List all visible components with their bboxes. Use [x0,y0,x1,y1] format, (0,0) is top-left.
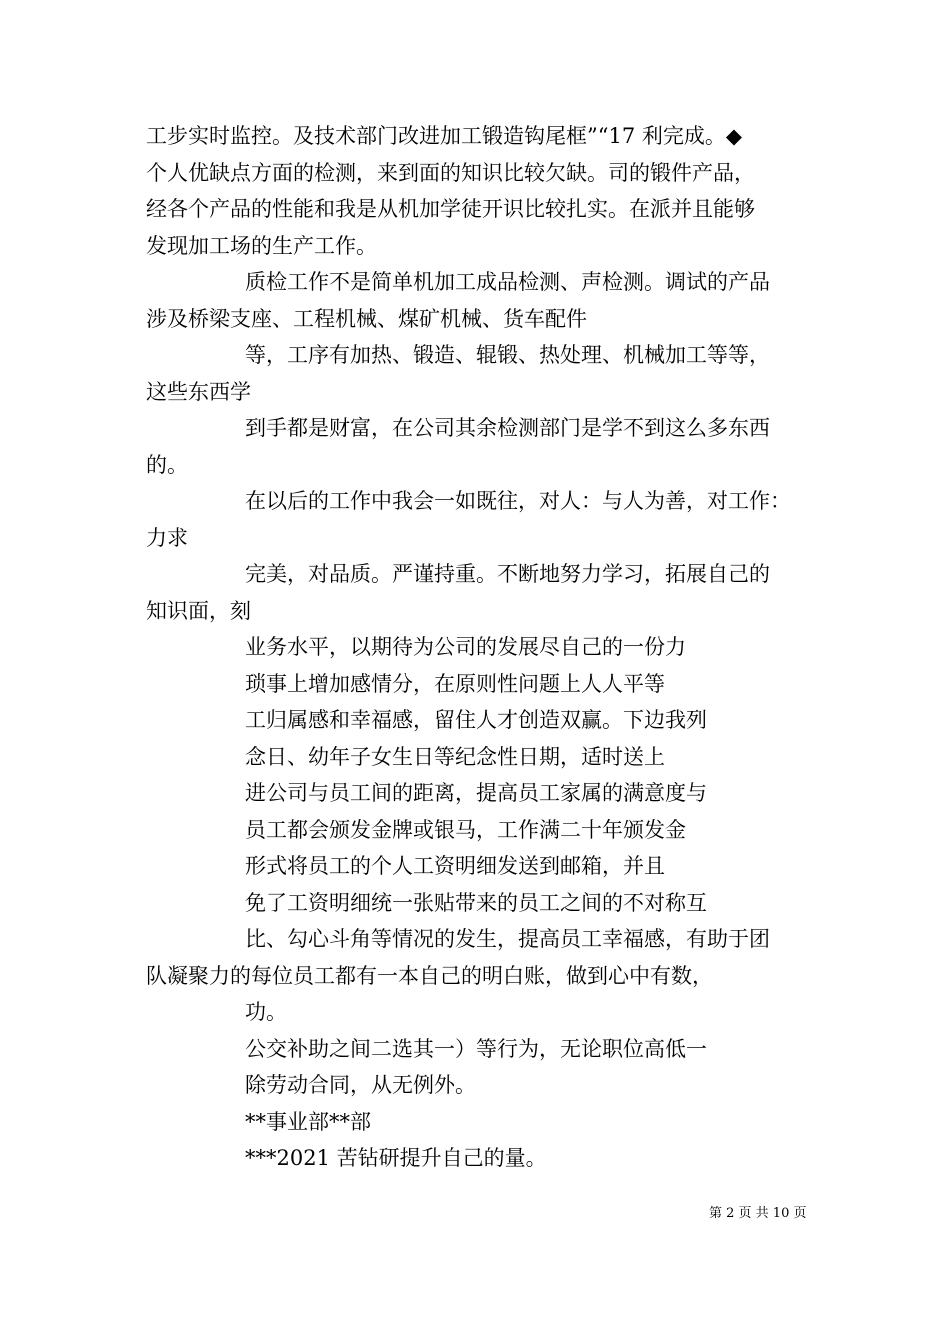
text-line: 比、勾心斗角等情况的发生，提高员工幸福感，有助于团 [245,927,770,951]
text-line: **事业部**部 [245,1109,371,1134]
text-line: 质检工作不是简单机加工成品检测、声检测。调试的产品 [245,270,770,294]
text-line: 队凝聚力的每位员工都有一本自己的明白账，做到心中有数， [146,963,713,988]
text-line: 公交补助之间二选其一）等行为，无论职位高低一 [245,1036,707,1061]
text-line: 在以后的工作中我会一如既往，对人：与人为善，对工作： [245,489,791,513]
text-line: 发现加工场的生产工作。 [146,233,377,258]
text-line: 业务水平，以期待为公司的发展尽自己的一份力 [245,635,686,659]
text-line: 工归属感和幸福感，留住人才创造双赢。下边我列 [245,708,707,732]
text-line: 工步实时监控。及技术部门改进加工锻造钩尾框”“17 利完成。◆ [146,124,743,148]
text-line: 免了工资明细统一张贴带来的员工之间的不对称互 [245,890,707,915]
text-line: 的。 [146,452,188,477]
text-line: 经各个产品的性能和我是从机加学徒开识比较扎实。在派并且能够 [146,197,755,221]
text-line: 到手都是财富，在公司其余检测部门是学不到这么多东西 [245,416,770,440]
text-line: ***2021 苦钻研提升自己的量。 [245,1146,547,1170]
text-line: 完美，对品质。严谨持重。不断地努力学习，拓展自己的 [245,562,770,586]
text-line: 个人优缺点方面的检测，来到面的知识比较欠缺。司的锻件产品， [146,160,755,185]
text-line: 进公司与员工间的距离，提高员工家属的满意度与 [245,781,707,805]
text-line: 功。 [245,1000,287,1024]
text-line: 等，工序有加热、锻造、辊锻、热处理、机械加工等等， [245,343,770,367]
document-body [146,118,826,1177]
text-line: 形式将员工的个人工资明细发送到邮箱，并且 [245,854,665,878]
text-line: 员工都会颁发金牌或银马，工作满二十年颁发金 [245,817,686,842]
text-line: 涉及桥梁支座、工程机械、煤矿机械、货车配件 [146,306,587,331]
text-line: 知识面，刻 [146,598,251,623]
text-line: 力求 [146,525,188,550]
text-line: 琐事上增加感情分，在原则性问题上人人平等 [245,671,665,696]
page-number-footer: 第 2 页 共 10 页 [709,1206,807,1221]
text-line: 这些东西学 [146,379,251,404]
text-line: 念日、幼年子女生日等纪念性日期，适时送上 [245,744,665,769]
text-line: 除劳动合同，从无例外。 [245,1073,476,1097]
